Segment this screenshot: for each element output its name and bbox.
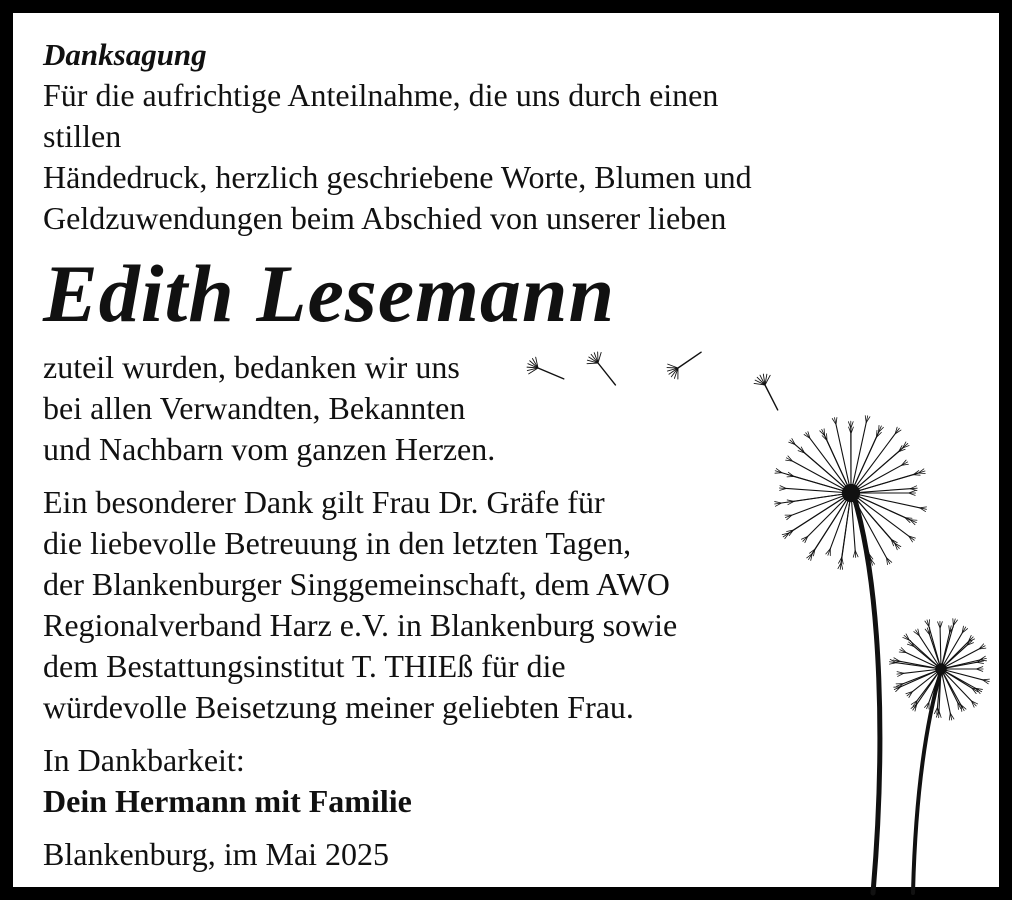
dandelion-head-large xyxy=(775,416,927,570)
special-thanks-line: würdevolle Beisetzung meiner geliebten Frau. xyxy=(43,687,763,728)
flying-seed xyxy=(587,352,615,385)
thanks-line: zuteil wurden, bedanken wir uns xyxy=(43,347,763,388)
flying-seed xyxy=(754,374,778,410)
thanks-line: bei allen Verwandten, Bekannten xyxy=(43,388,763,429)
closing-text: In Dankbarkeit: xyxy=(43,740,763,781)
notice-heading: Danksagung xyxy=(43,35,763,75)
flying-seed xyxy=(527,357,564,379)
intro-line: Für die aufrichtige Anteilnahme, die uns durch einen stillen xyxy=(43,75,763,157)
special-thanks-line: die liebevolle Betreuung in den letzten Tagen, xyxy=(43,523,763,564)
special-thanks-line: Ein besonderer Dank gilt Frau Dr. Gräfe für xyxy=(43,482,763,523)
dandelion-stem-large xyxy=(853,493,880,893)
intro-line: Geldzuwendungen beim Abschied von unserer lieben xyxy=(43,198,763,239)
special-thanks-line: dem Bestattungsinstitut T. THIEß für die xyxy=(43,646,763,687)
special-thanks-line: der Blankenburger Singgemeinschaft, dem AWO xyxy=(43,564,763,605)
flying-seed xyxy=(667,352,701,379)
thanks-line: und Nachbarn vom ganzen Herzen. xyxy=(43,429,763,470)
deceased-name: Edith Lesemann xyxy=(43,249,763,339)
place-date: Blankenburg, im Mai 2025 xyxy=(43,834,763,875)
signature: Dein Hermann mit Familie xyxy=(43,781,763,822)
dandelion-head-small xyxy=(889,619,989,720)
special-thanks-line: Regionalverband Harz e.V. in Blankenburg sowie xyxy=(43,605,763,646)
dandelion-illustration-icon xyxy=(513,333,1012,903)
intro-line: Händedruck, herzlich geschriebene Worte, Blumen und xyxy=(43,157,763,198)
